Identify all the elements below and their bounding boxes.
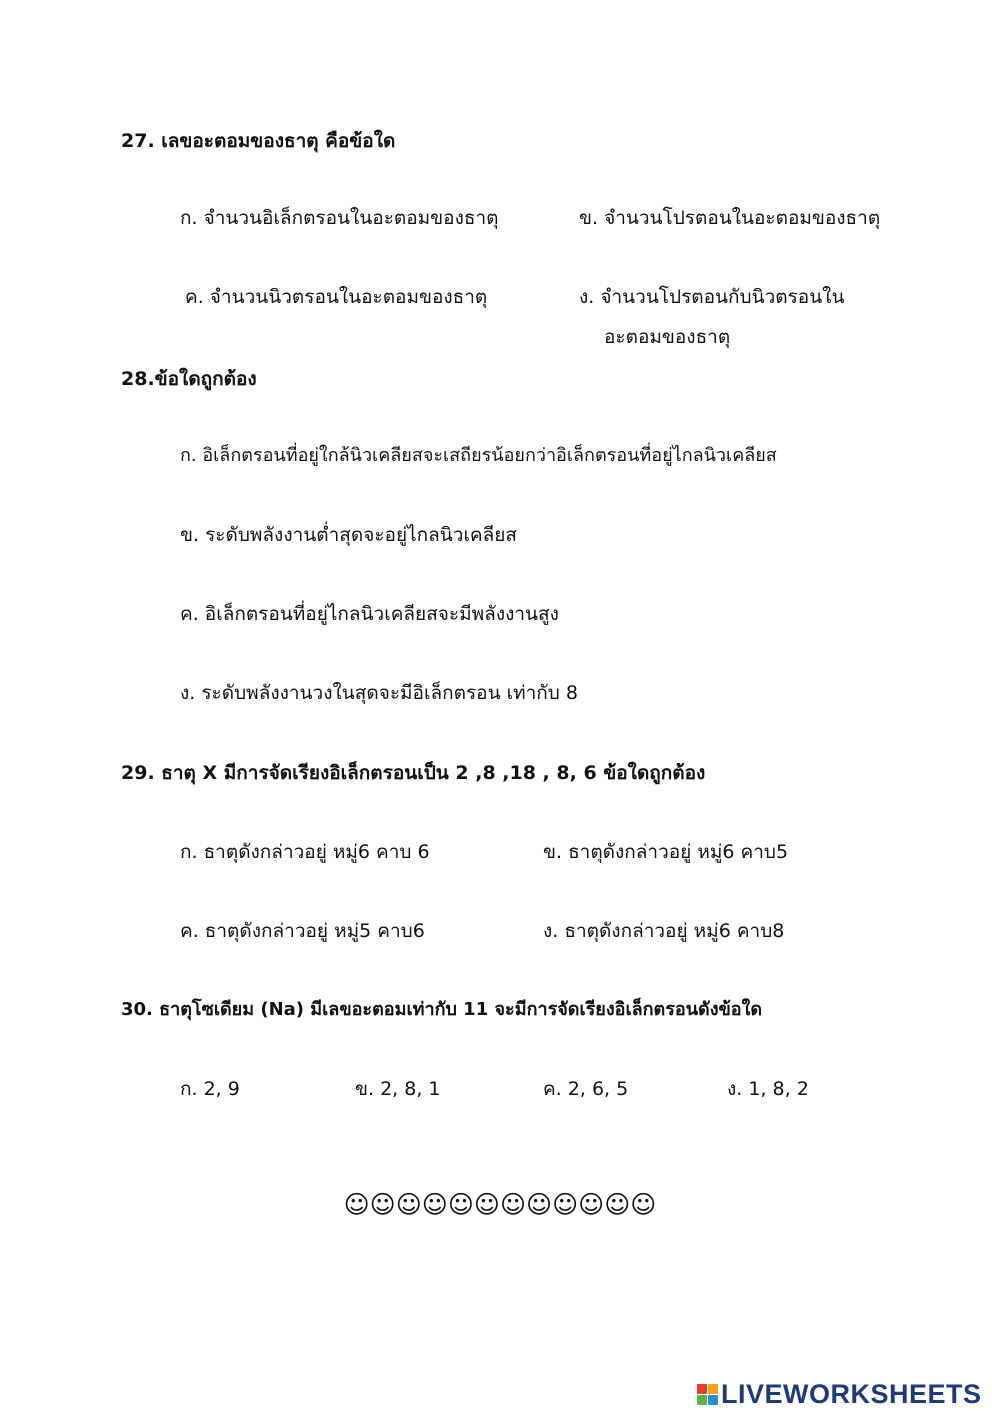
question-30-title: 30. ธาตุโซเดียม (Na) มีเลขอะตอมเท่ากับ 11 จะมีการจัดเรียงอิเล็กตรอนดังข้อใด [121, 999, 763, 1020]
question-27-option-c: ค. จำนวนนิวตรอนในอะตอมของธาตุ [185, 286, 488, 308]
question-30-option-d: ง. 1, 8, 2 [727, 1078, 809, 1100]
question-28-option-a: ก. อิเล็กตรอนที่อยู่ใกล้นิวเคลียสจะเสถียรน้อยกว่าอิเล็กตรอนที่อยู่ไกลนิวเคลียส [180, 445, 777, 466]
liveworksheets-logo-icon [697, 1384, 718, 1405]
question-27-title: 27. เลขอะตอมของธาตุ คือข้อใด [121, 130, 396, 152]
question-29-option-a: ก. ธาตุดังกล่าวอยู่ หมู่6 คาบ 6 [180, 841, 430, 863]
question-28-option-d: ง. ระดับพลังงานวงในสุดจะมีอิเล็กตรอน เท่ากับ 8 [180, 682, 578, 704]
question-27-option-b: ข. จำนวนโปรตอนในอะตอมของธาตุ [579, 207, 881, 229]
question-29-title: 29. ธาตุ X มีการจัดเรียงอิเล็กตรอนเป็น 2 ,8 ,18 , 8, 6 ข้อใดถูกต้อง [121, 762, 706, 784]
question-27-option-d: ง. จำนวนโปรตอนกับนิวตรอนใน [579, 286, 845, 308]
question-28-option-b: ข. ระดับพลังงานต่ำสุดจะอยู่ไกลนิวเคลียส [180, 524, 518, 546]
liveworksheets-brand-text: LIVEWORKSHEETS [721, 1378, 982, 1409]
question-29-option-b: ข. ธาตุดังกล่าวอยู่ หมู่6 คาบ5 [543, 841, 789, 863]
smiley-row: ☺☺☺☺☺☺☺☺☺☺☺☺ [343, 1190, 657, 1219]
question-30-option-b: ข. 2, 8, 1 [355, 1078, 441, 1100]
question-27-option-d-continued: อะตอมของธาตุ [604, 326, 731, 348]
liveworksheets-logo [697, 1377, 982, 1411]
question-28-title: 28.ข้อใดถูกต้อง [121, 368, 257, 390]
question-29-option-d: ง. ธาตุดังกล่าวอยู่ หมู่6 คาบ8 [543, 920, 785, 942]
question-29-option-c: ค. ธาตุดังกล่าวอยู่ หมู่5 คาบ6 [180, 920, 425, 942]
question-28-option-c: ค. อิเล็กตรอนที่อยู่ไกลนิวเคลียสจะมีพลังงานสูง [180, 603, 559, 625]
question-30-option-c: ค. 2, 6, 5 [543, 1078, 629, 1100]
question-27-option-a: ก. จำนวนอิเล็กตรอนในอะตอมของธาตุ [180, 207, 499, 229]
question-30-option-a: ก. 2, 9 [180, 1078, 240, 1100]
